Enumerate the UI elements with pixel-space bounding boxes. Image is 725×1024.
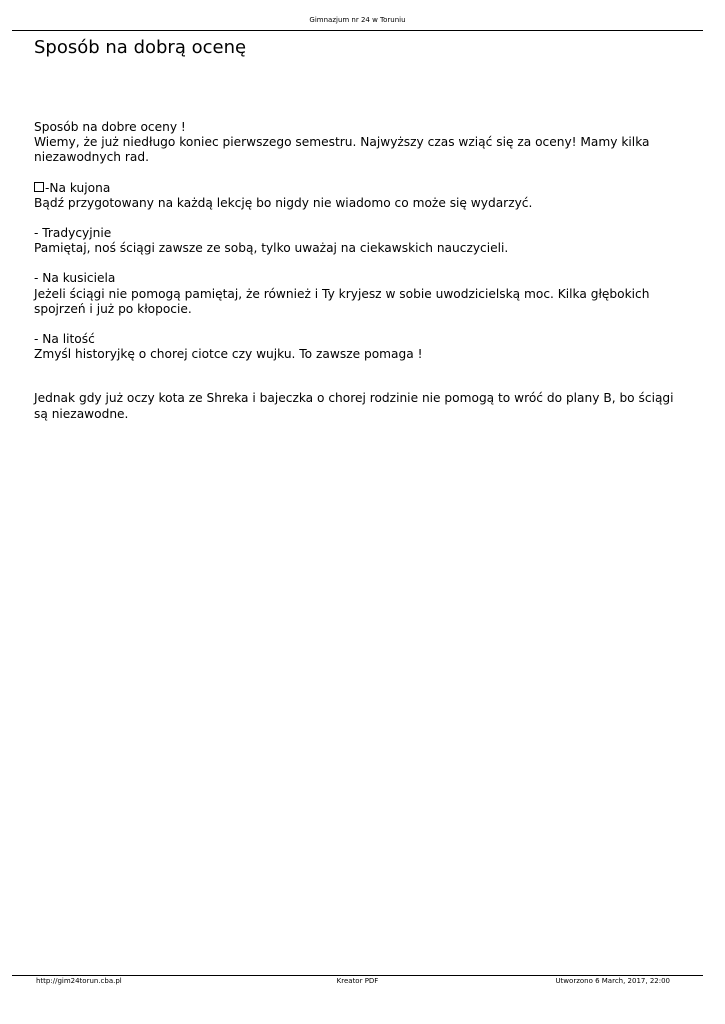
article-body: [34, 120, 690, 422]
section-heading-kusiciel: - Na kusiciela: [34, 271, 116, 286]
checkbox-glyph-icon: [34, 182, 44, 192]
section-text-kusiciel: Jeżeli ściągi nie pomogą pamiętaj, że również i Ty kryjesz w sobie uwodzicielską moc. Kilka głębokich spojrzeń i już po kłopocie.: [34, 286, 650, 316]
intro-heading: Sposób na dobre oceny !: [34, 120, 186, 134]
section-text-kujon: Bądź przygotowany na każdą lekcję bo nigdy nie wiadomo co może się wydarzyć.: [34, 195, 533, 210]
footer-url: http://gim24torun.cba.pl: [36, 977, 122, 985]
section-heading-tradycyjnie: - Tradycyjnie: [34, 226, 112, 241]
site-name: Gimnazjum nr 24 w Toruniu: [309, 16, 406, 24]
section-text-tradycyjnie: Pamiętaj, noś ściągi zawsze ze sobą, tylko uważaj na ciekawskich nauczycieli.: [34, 241, 509, 256]
intro-text: Wiemy, że już niedługo koniec pierwszego semestru. Najwyższy czas wziąć się za oceny! Mamy kilka niezawodnych rad.: [34, 135, 650, 165]
section-heading-litosc: - Na litość: [34, 332, 95, 347]
section-text-litosc: Zmyśl historyjkę o chorej ciotce czy wujku. To zawsze pomaga !: [34, 347, 423, 362]
article-title: Sposób na dobrą ocenę: [34, 37, 247, 58]
footer-generator: Kreator PDF: [336, 977, 379, 985]
section-heading-kujon: [34, 181, 690, 196]
page-header: [12, 15, 703, 31]
section-heading-kujon-label: -Na kujona: [45, 180, 111, 195]
page-footer: [12, 975, 703, 988]
article-conclusion: Jednak gdy już oczy kota ze Shreka i bajeczka o chorej rodzinie nie pomogą to wróć do plany B, bo ściągi są niezawodne.: [34, 391, 674, 421]
footer-created-date: Utworzono 6 March, 2017, 22:00: [555, 977, 670, 985]
